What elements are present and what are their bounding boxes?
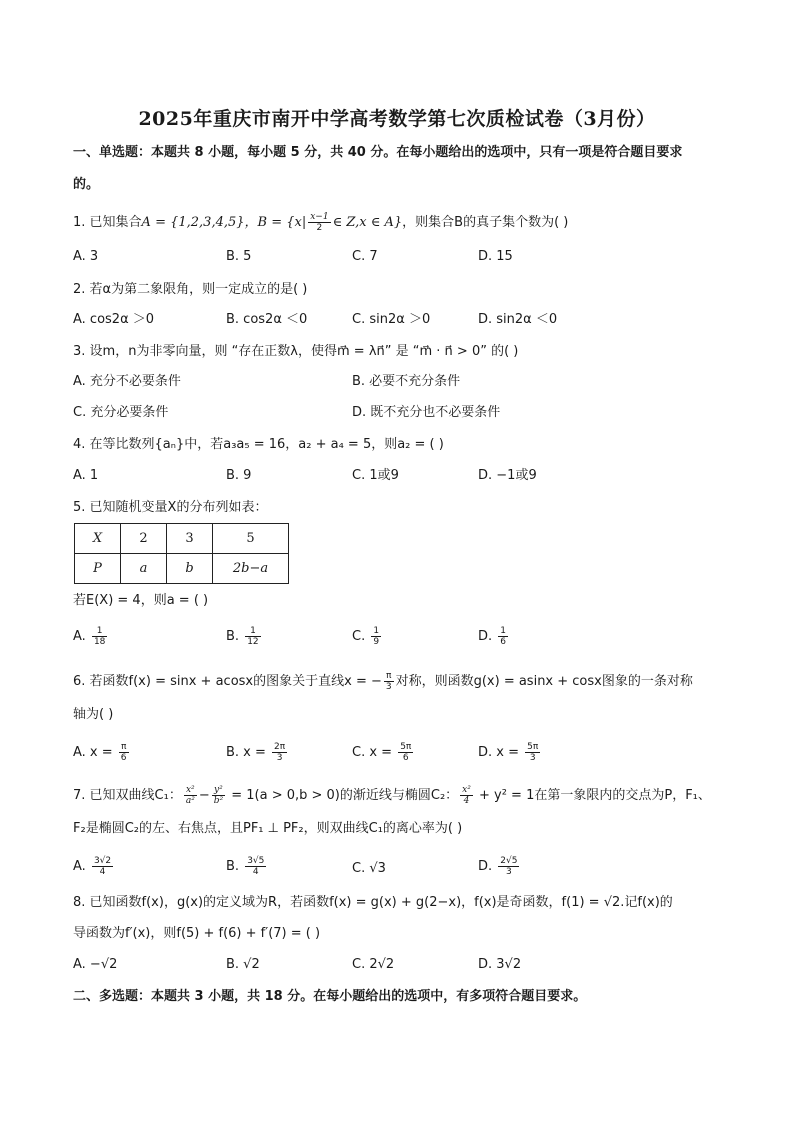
q5-option-b — [226, 626, 263, 647]
fraction — [272, 742, 287, 763]
table-cell: 5 — [213, 524, 289, 554]
q7-minus: − — [198, 788, 210, 803]
q7-part-a: 7. 已知双曲线C₁： — [73, 788, 182, 803]
frac-num: π — [119, 742, 129, 753]
q8-stem-line1: 8. 已知函数f(x)，g(x)的定义域为R，若函数f(x) = g(x) + g(2−x)，f(x)是奇函数，f(1) = √2.记f(x)的 — [73, 895, 673, 910]
frac-den: 3 — [385, 682, 392, 692]
option-label: C. — [352, 861, 366, 876]
section2-heading: 二、多选题：本题共 3 小题，共 18 分。在每小题给出的选项中，有多项符合题目要求。 — [73, 989, 587, 1004]
q5-condition: 若E(X) = 4，则a = ( ) — [73, 593, 209, 608]
frac-num: 1 — [245, 626, 260, 637]
q8-option-b: B. √2 — [226, 957, 260, 972]
option-label: D. — [478, 629, 493, 644]
q3-stem: 3. 设m，n为非零向量，则 “存在正数λ，使得m⃗ = λn⃗” 是 “m⃗ · n⃗ > 0” 的( ) — [73, 344, 519, 359]
q7-frac-x24 — [460, 785, 473, 806]
q7-part-b: = 1(a > 0,b > 0)的渐近线与椭圆C₂： — [227, 788, 459, 803]
option-value: √3 — [369, 861, 386, 876]
q3-option-b: B. 必要不充分条件 — [352, 374, 461, 389]
q6-fraction — [384, 671, 394, 692]
frac-num: 3√2 — [93, 856, 112, 866]
q5-distribution-table — [74, 523, 289, 584]
fraction — [119, 742, 129, 763]
q6-option-d — [478, 742, 542, 763]
q1-option-d: D. 15 — [478, 249, 513, 264]
frac-num: x² — [462, 785, 471, 795]
q4-option-b: B. 9 — [226, 468, 252, 483]
q8-stem-line2: 导函数为f′(x)，则f(5) + f(6) + f′(7) = ( ) — [73, 926, 321, 941]
q7-part-c: + y² = 1在第一象限内的交点为P，F₁、 — [474, 788, 711, 803]
frac-den: 6 — [120, 753, 127, 763]
q1-set-b-pre: ，B = {x| — [244, 215, 307, 230]
frac-den: 4 — [99, 867, 106, 877]
fraction — [498, 626, 508, 647]
table-cell: a — [121, 554, 167, 584]
frac-num: 2π — [274, 742, 286, 752]
table-cell: 3 — [167, 524, 213, 554]
q7-option-c — [352, 860, 386, 878]
q5-stem: 5. 已知随机变量X的分布列如表： — [73, 500, 268, 515]
option-label: C. x = — [352, 745, 397, 760]
q1-fraction — [308, 212, 330, 233]
frac-num: 2√5 — [500, 856, 518, 866]
fraction — [245, 626, 260, 647]
q2-option-a: A. cos2α ＞0 — [73, 312, 155, 327]
q4-option-d: D. −1或9 — [478, 468, 537, 483]
q1-option-c: C. 7 — [352, 249, 378, 264]
table-cell: 2b−a — [213, 554, 289, 584]
q2-option-d: D. sin2α ＜0 — [478, 312, 558, 327]
frac-den: 12 — [247, 637, 259, 647]
option-label: B. — [226, 629, 240, 644]
frac-num: π — [384, 671, 394, 682]
frac-den: 3 — [529, 753, 536, 763]
frac-den: 6 — [402, 753, 409, 763]
q1-stem — [73, 212, 568, 233]
frac-den: 3 — [506, 867, 512, 877]
q4-option-c: C. 1或9 — [352, 468, 399, 483]
q6-option-a — [73, 742, 131, 763]
q7-frac-x2a2 — [184, 785, 197, 806]
option-label: D. — [478, 859, 493, 874]
table-cell: 2 — [121, 524, 167, 554]
q1-option-b: B. 5 — [226, 249, 252, 264]
q5-option-c — [352, 626, 383, 647]
q7-option-d — [478, 856, 521, 877]
fraction — [371, 626, 381, 647]
frac-num: 3√5 — [247, 856, 265, 866]
fraction — [498, 856, 519, 877]
frac-num: 1 — [92, 626, 107, 637]
exam-title: 2025年重庆市南开中学高考数学第七次质检试卷（3月份） — [138, 108, 656, 130]
frac-den: 3 — [276, 753, 283, 763]
frac-num: 5π — [400, 742, 412, 752]
option-label: D. x = — [478, 745, 524, 760]
frac-den: 18 — [93, 637, 106, 647]
option-label: A. — [73, 629, 86, 644]
q3-option-c: C. 充分必要条件 — [73, 405, 169, 420]
q1-set-b-post: ∈ Z,x ∈ A} — [332, 215, 403, 230]
fraction — [92, 856, 113, 877]
q4-option-a: A. 1 — [73, 468, 99, 483]
q1-option-a: A. 3 — [73, 249, 99, 264]
q7-option-b — [226, 856, 268, 877]
q5-option-d — [478, 626, 510, 647]
q2-option-b: B. cos2α ＜0 — [226, 312, 308, 327]
fraction — [245, 856, 266, 877]
frac-den: 9 — [373, 637, 380, 647]
option-label: A. x = — [73, 745, 117, 760]
table-cell: b — [167, 554, 213, 584]
q7-stem-line1 — [73, 785, 711, 806]
frac-num: 5π — [527, 742, 539, 752]
option-label: C. — [352, 629, 366, 644]
frac-num: 1 — [373, 626, 380, 636]
frac-num: x² — [184, 785, 197, 796]
q2-stem: 2. 若α为第二象限角，则一定成立的是( ) — [73, 282, 308, 297]
table-cell: P — [75, 554, 121, 584]
frac-den: b² — [213, 796, 224, 806]
table-row — [75, 524, 289, 554]
frac-num: y² — [212, 785, 225, 796]
option-label: A. — [73, 859, 86, 874]
fraction — [92, 626, 107, 647]
q6-post: 对称，则函数g(x) = asinx + cosx图象的一条对称 — [395, 674, 693, 689]
table-row — [75, 554, 289, 584]
q6-pre: 6. 若函数f(x) = sinx + acosx的图象关于直线x = − — [73, 674, 382, 689]
section1-heading-line1: 一、单选题：本题共 8 小题，每小题 5 分，共 40 分。在每小题给出的选项中，只有一项是符合题目要求 — [73, 145, 683, 160]
frac-den: 4 — [252, 867, 259, 877]
q8-option-c: C. 2√2 — [352, 957, 395, 972]
frac-num: 1 — [500, 626, 507, 636]
q7-stem-line2: F₂是椭圆C₂的左、右焦点，且PF₁ ⊥ PF₂，则双曲线C₁的离心率为( ) — [73, 821, 463, 836]
fraction — [525, 742, 540, 763]
q7-option-a — [73, 856, 115, 877]
q8-option-d: D. 3√2 — [478, 957, 522, 972]
q1-suffix: ，则集合B的真子集个数为( ) — [402, 215, 569, 230]
q1-frac-num: x−1 — [310, 212, 329, 222]
fraction — [398, 742, 413, 763]
table-cell: X — [75, 524, 121, 554]
q6-option-c — [352, 742, 415, 763]
frac-den: a² — [185, 796, 195, 806]
q1-set-a: A = {1,2,3,4,5} — [141, 215, 245, 230]
option-label: B. x = — [226, 745, 271, 760]
q1-prefix: 1. 已知集合 — [73, 215, 142, 230]
q3-option-d: D. 既不充分也不必要条件 — [352, 405, 501, 420]
q8-option-a: A. −√2 — [73, 957, 118, 972]
frac-den: 4 — [463, 796, 470, 806]
section1-heading-line2: 的。 — [73, 177, 100, 192]
option-label: B. — [226, 859, 240, 874]
q6-stem-line2: 轴为( ) — [73, 707, 114, 722]
q3-option-a: A. 充分不必要条件 — [73, 374, 181, 389]
q6-stem-line1 — [73, 671, 693, 692]
frac-den: 6 — [500, 637, 507, 647]
q6-option-b — [226, 742, 289, 763]
q1-frac-den: 2 — [316, 223, 323, 233]
q4-stem: 4. 在等比数列{aₙ}中，若a₃a₅ = 16，a₂ + a₄ = 5，则a₂ = ( ) — [73, 437, 444, 452]
q5-option-a — [73, 626, 109, 647]
q7-frac-y2b2 — [212, 785, 225, 806]
q2-option-c: C. sin2α ＞0 — [352, 312, 431, 327]
